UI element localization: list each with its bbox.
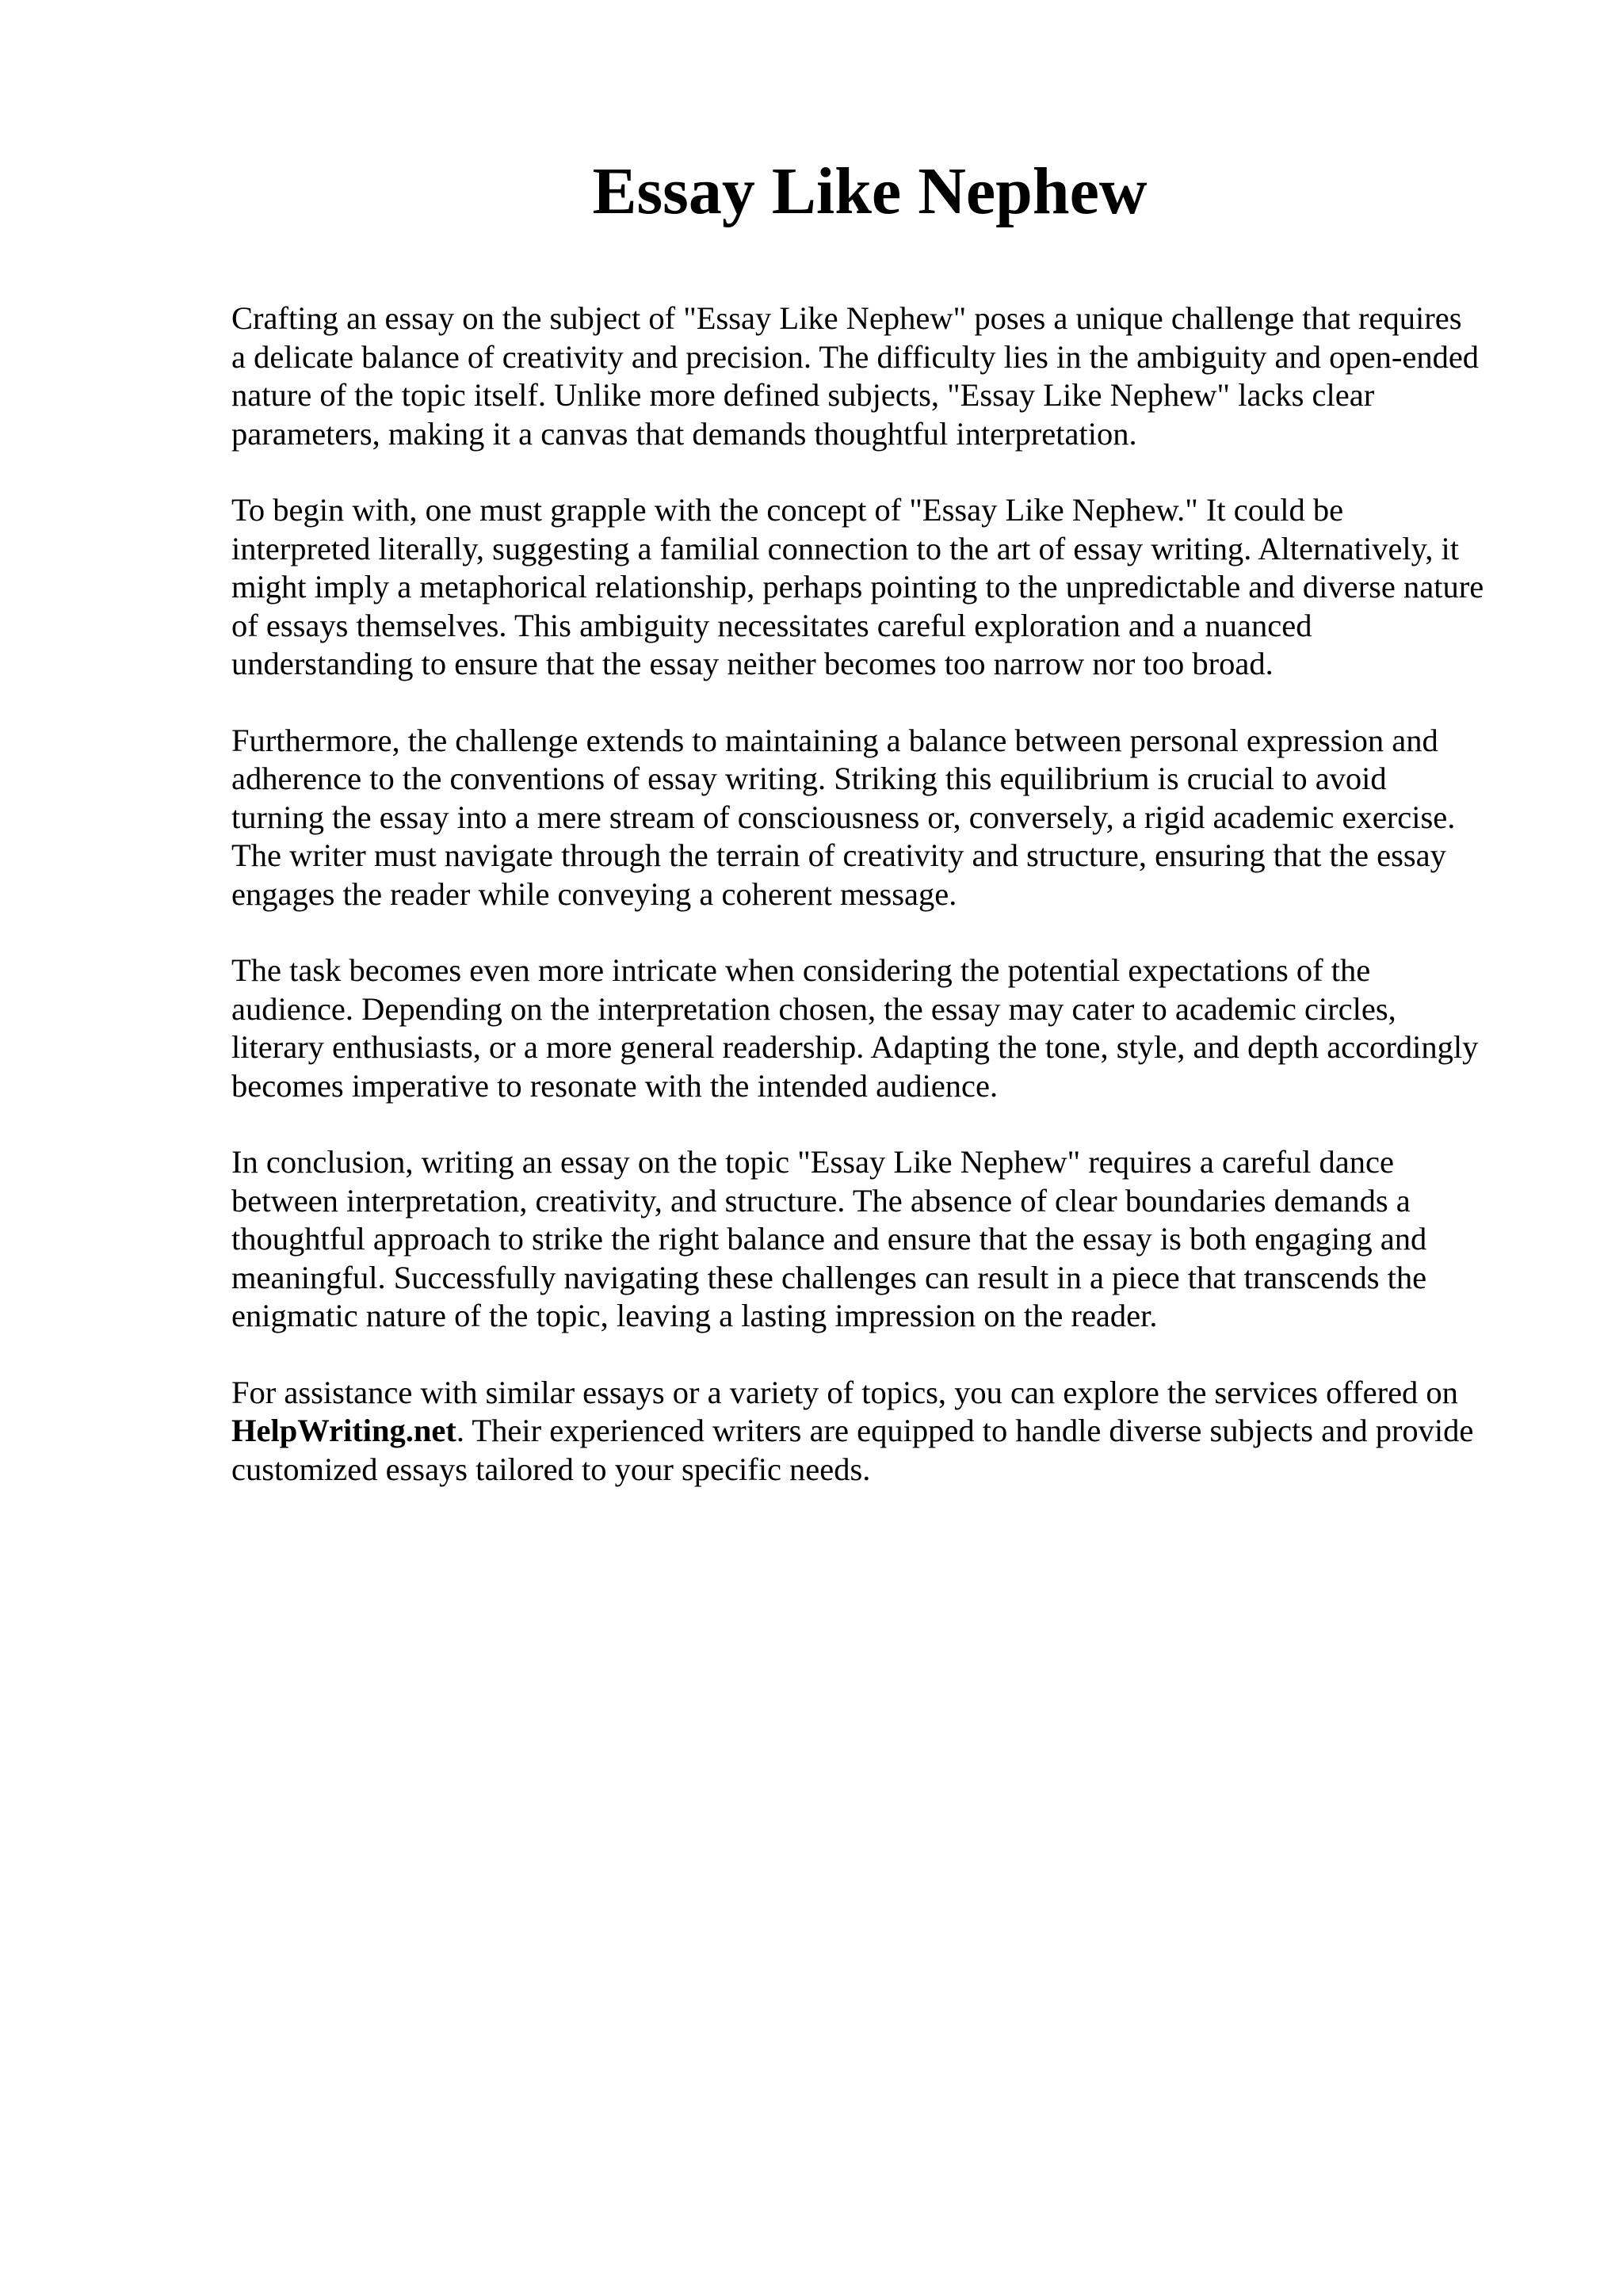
paragraph-line: Furthermore, the challenge extends to maintaining a balance between personal expression and bbox=[231, 722, 1438, 758]
paragraph-line: To begin with, one must grapple with the concept of "Essay Like Nephew." It could be bbox=[231, 492, 1344, 528]
brand-name: HelpWriting.net bbox=[231, 1413, 456, 1448]
paragraph-line: The task becomes even more intricate when considering the potential expectations of the bbox=[231, 952, 1371, 988]
paragraph-line: meaningful. Successfully navigating these challenges can result in a piece that transcends the bbox=[231, 1259, 1427, 1295]
paragraph-line: interpreted literally, suggesting a familial connection to the art of essay writing. Alternatively, it bbox=[231, 530, 1460, 566]
paragraph-3 bbox=[231, 722, 1531, 914]
paragraph-line: The writer must navigate through the terrain of creativity and structure, ensuring that the essay bbox=[231, 837, 1446, 873]
paragraph-4 bbox=[231, 952, 1531, 1105]
paragraph-line-rest: . Their experienced writers are equipped to handle diverse subjects and provide bbox=[456, 1413, 1474, 1448]
document-body bbox=[231, 299, 1531, 1527]
paragraph-line: thoughtful approach to strike the right balance and ensure that the essay is both engaging and bbox=[231, 1221, 1427, 1257]
paragraph-1 bbox=[231, 299, 1531, 453]
paragraph-line: Crafting an essay on the subject of "Essay Like Nephew" poses a unique challenge that requires bbox=[231, 300, 1462, 336]
paragraph-line bbox=[231, 1412, 1531, 1451]
paragraph-line: understanding to ensure that the essay neither becomes too narrow nor too broad. bbox=[231, 646, 1274, 681]
paragraph-line: engages the reader while conveying a coherent message. bbox=[231, 875, 957, 912]
paragraph-line: a delicate balance of creativity and precision. The difficulty lies in the ambiguity and open-ended bbox=[231, 338, 1480, 375]
paragraph-line: In conclusion, writing an essay on the topic "Essay Like Nephew" requires a careful dance bbox=[231, 1144, 1394, 1180]
paragraph-line: For assistance with similar essays or a variety of topics, you can explore the services offered on bbox=[231, 1374, 1458, 1410]
closing-paragraph bbox=[231, 1374, 1531, 1489]
paragraph-5 bbox=[231, 1143, 1531, 1336]
paragraph-line: audience. Depending on the interpretation chosen, the essay may cater to academic circles, bbox=[231, 990, 1396, 1027]
paragraph-line: customized essays tailored to your specific needs. bbox=[231, 1451, 871, 1487]
paragraph-line: between interpretation, creativity, and structure. The absence of clear boundaries demands a bbox=[231, 1182, 1411, 1219]
paragraph-line: of essays themselves. This ambiguity necessitates careful exploration and a nuanced bbox=[231, 607, 1312, 643]
paragraph-line: might imply a metaphorical relationship, perhaps pointing to the unpredictable and diverse nature bbox=[231, 569, 1484, 605]
paragraph-line: literary enthusiasts, or a more general readership. Adapting the tone, style, and depth accordingly bbox=[231, 1029, 1479, 1065]
paragraph-line: turning the essay into a mere stream of consciousness or, conversely, a rigid academic exercise. bbox=[231, 799, 1456, 835]
paragraph-2 bbox=[231, 491, 1531, 684]
document-title: Essay Like Nephew bbox=[592, 154, 1148, 228]
paragraph-line: adherence to the conventions of essay writing. Striking this equilibrium is crucial to avoid bbox=[231, 761, 1387, 796]
paragraph-line: becomes imperative to resonate with the intended audience. bbox=[231, 1067, 999, 1104]
paragraph-line: nature of the topic itself. Unlike more defined subjects, "Essay Like Nephew" lacks clear bbox=[231, 377, 1375, 413]
paragraph-line: enigmatic nature of the topic, leaving a lasting impression on the reader. bbox=[231, 1298, 1158, 1333]
paragraph-line: parameters, making it a canvas that demands thoughtful interpretation. bbox=[231, 415, 1137, 452]
